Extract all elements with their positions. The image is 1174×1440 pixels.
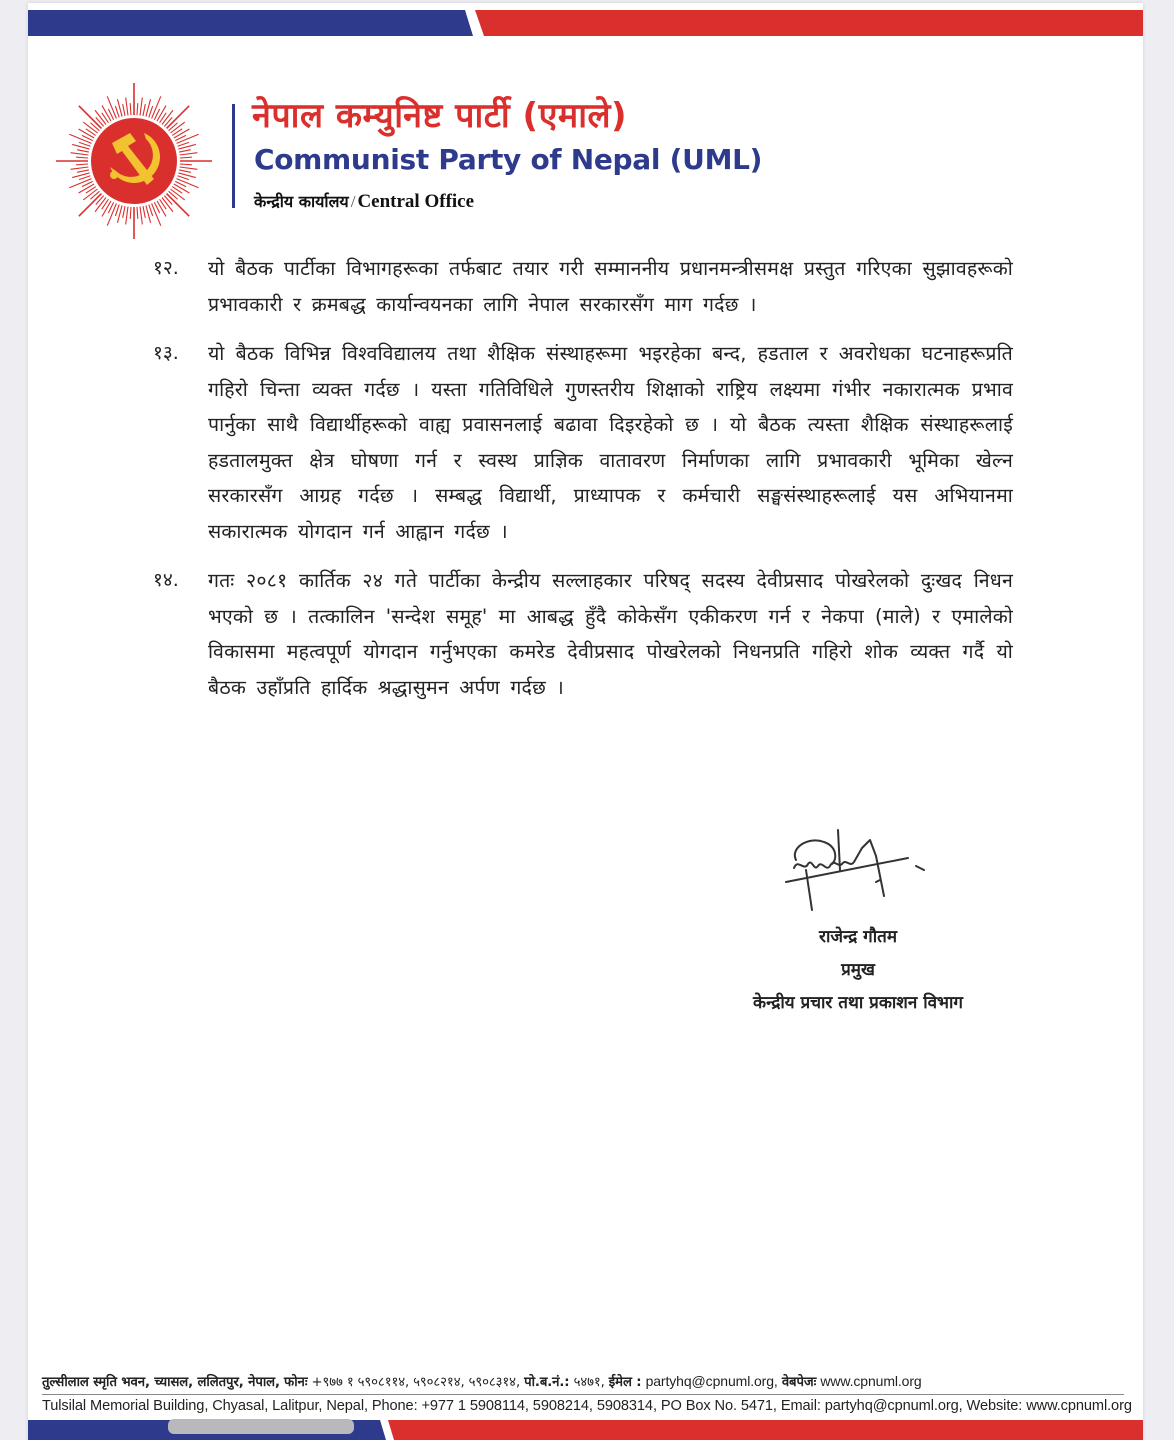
resolution-point	[153, 251, 1013, 322]
sun-ray	[123, 104, 125, 116]
point-text: यो बैठक पार्टीका विभागहरूका तर्फबाट तयार गरी सम्माननीय प्रधानमन्त्रीसमक्ष प्रस्तुत गरिएका सुझावहरूको प्रभावकारी र क्रमबद्ध कार्यान्वयनका लागि नेपाल सरकारसँग माग गर्दछ ।	[208, 257, 1013, 316]
document-page	[28, 3, 1143, 1440]
sun-ray	[180, 167, 198, 169]
footer-email-label: ईमेल :	[608, 1375, 642, 1390]
footer-email-nepali: partyhq@cpnuml.org,	[645, 1373, 778, 1389]
footer-phone-nepali: +९७७ १ ५९०८११४, ५९०८२१४, ५९०८३१४,	[311, 1375, 521, 1390]
sun-ray	[102, 106, 111, 122]
sun-ray	[174, 184, 190, 193]
office-english: Central Office	[357, 191, 475, 212]
office-nepali: केन्द्रीय कार्यालय	[254, 192, 349, 211]
resolution-points	[153, 251, 1013, 719]
footer-pobox-nepali: ५४७१,	[573, 1375, 605, 1390]
sun-ray	[79, 194, 102, 217]
sun-ray	[126, 207, 128, 225]
sun-ray	[115, 205, 119, 216]
top-band-red	[475, 10, 1143, 36]
footer-divider	[42, 1394, 1124, 1395]
sun-ray	[71, 153, 89, 155]
letterhead-top-band	[28, 10, 1143, 36]
point-text: गतः २०८१ कार्तिक २४ गते पार्टीका केन्द्रीय सल्लाहकार परिषद् सदस्य देवीप्रसाद पोखरेलको दुःखद निधन भएको छ । तत्कालिन 'सन्देश समूह' मा आबद्ध हुँदै कोकेसँग एकीकरण गर्न र नेकपा (माले) र एमालेको विकासमा महत्वपूर्ण योगदान गर्नुभएका कमरेड देवीप्रसाद पोखरेलको निधनप्रति गहिरो शोक व्यक्त गर्दै यो बैठक उहाँप्रति हार्दिक श्रद्धासुमन अर्पण गर्दछ ।	[208, 569, 1013, 699]
signatory-name: राजेन्द्र गौतम	[819, 927, 897, 947]
party-name-nepali: नेपाल कम्युनिष्ट पार्टी (एमाले)	[252, 96, 628, 136]
sun-ray	[115, 106, 119, 117]
sun-ray	[126, 98, 128, 116]
signature-mark	[916, 866, 924, 870]
sun-ray	[180, 153, 198, 155]
letterhead-top-band-graphic	[28, 10, 1143, 36]
bottom-band-red	[388, 1420, 1143, 1440]
sun-ray	[71, 167, 89, 169]
resolution-point	[153, 563, 1013, 705]
sun-ray	[143, 104, 145, 116]
signature-dot	[876, 880, 880, 882]
party-emblem-icon	[55, 82, 213, 240]
point-number: १३.	[153, 342, 179, 364]
sun-ray	[167, 106, 190, 129]
party-emblem	[55, 82, 213, 240]
sun-ray	[137, 207, 138, 219]
sun-ray	[77, 170, 89, 172]
footer-pobox-label: पो.ब.नं.:	[524, 1375, 570, 1390]
sun-ray	[102, 201, 111, 217]
sun-ray	[79, 184, 95, 193]
sickle-handle	[110, 171, 118, 179]
scrollbar-thumb[interactable]	[168, 1419, 354, 1434]
signatory-title: प्रमुख	[841, 960, 875, 980]
point-number: १४.	[153, 569, 179, 591]
sun-ray	[174, 129, 190, 138]
sun-ray	[79, 106, 102, 129]
sun-ray	[180, 164, 192, 165]
office-line	[254, 190, 474, 213]
top-band-blue	[28, 10, 473, 36]
sun-ray	[157, 106, 166, 122]
signature	[780, 828, 930, 923]
footer-address-nepali: तुल्सीलाल स्मृति भवन, च्यासल, ललितपुर, नेपाल,	[42, 1375, 280, 1390]
signatory-department: केन्द्रीय प्रचार तथा प्रकाशन विभाग	[753, 993, 963, 1013]
point-text: यो बैठक विभिन्न विश्वविद्यालय तथा शैक्षिक संस्थाहरूमा भइरहेका बन्द, हडताल र अवरोधका घटनाहरूप्रति गहिरो चिन्ता व्यक्त गर्दछ । यस्ता गतिविधिले गुणस्तरीय शिक्षाको राष्ट्रिय लक्ष्यमा गंभीर नकारात्मक प्रभाव पार्नुका साथै विद्यार्थीहरूको वाह्य प्रवासनलाई बढावा दिइरहेको छ । यो बैठक त्यस्ता शैक्षिक संस्थाहरूलाई हडतालमुक्त क्षेत्र घोषणा गर्न र स्वस्थ प्राज्ञिक वातावरण निर्माणका लागि प्रभावकारी भूमिका खेल्न सरकारसँग आग्रह गर्दछ । सम्बद्ध विद्यार्थी, प्राध्यापक र कर्मचारी सङ्घसंस्थाहरूलाई यस अभियानमा सकारात्मक योगदान गर्न आह्वान गर्दछ ।	[208, 342, 1013, 543]
sun-ray	[178, 176, 189, 180]
sun-ray	[130, 207, 131, 219]
footer-web-nepali: www.cpnuml.org	[820, 1373, 922, 1389]
sun-ray	[178, 142, 189, 146]
sun-ray	[149, 106, 153, 117]
sun-ray	[137, 103, 138, 115]
sun-ray	[123, 206, 125, 218]
sun-ray	[76, 157, 88, 158]
sun-ray	[130, 103, 131, 115]
resolution-point	[153, 336, 1013, 549]
sun-ray	[149, 205, 153, 216]
sun-ray	[179, 170, 191, 172]
signatory-block	[668, 921, 1048, 1020]
sun-ray	[140, 98, 142, 116]
handwritten-signature-icon	[780, 828, 930, 923]
footer-web-label: वेबपेजः	[781, 1375, 817, 1390]
sun-ray	[77, 150, 89, 152]
sun-ray	[79, 129, 95, 138]
header-divider	[232, 104, 235, 208]
signature-tail	[806, 870, 812, 910]
party-name-english: Communist Party of Nepal (UML)	[254, 143, 763, 176]
sun-ray	[79, 176, 90, 180]
sun-ray	[167, 194, 190, 217]
footer-english: Tulsilal Memorial Building, Chyasal, Lalitpur, Nepal, Phone: +977 1 5908114, 5908214, 5908314, PO Box No. 5471, Email: partyhq@cpnuml.org, Website: www.cpnuml.org	[42, 1398, 1132, 1414]
office-separator: /	[350, 192, 356, 211]
point-number: १२.	[153, 257, 179, 279]
sun-ray	[180, 157, 192, 158]
sun-ray	[157, 201, 166, 217]
sun-ray	[143, 206, 145, 218]
footer-nepali	[42, 1372, 1127, 1390]
footer-phone-label: फोनः	[284, 1375, 308, 1390]
sun-ray	[79, 142, 90, 146]
sun-ray	[179, 150, 191, 152]
sun-ray	[76, 164, 88, 165]
signature-loop	[795, 840, 835, 864]
sun-ray	[140, 207, 142, 225]
